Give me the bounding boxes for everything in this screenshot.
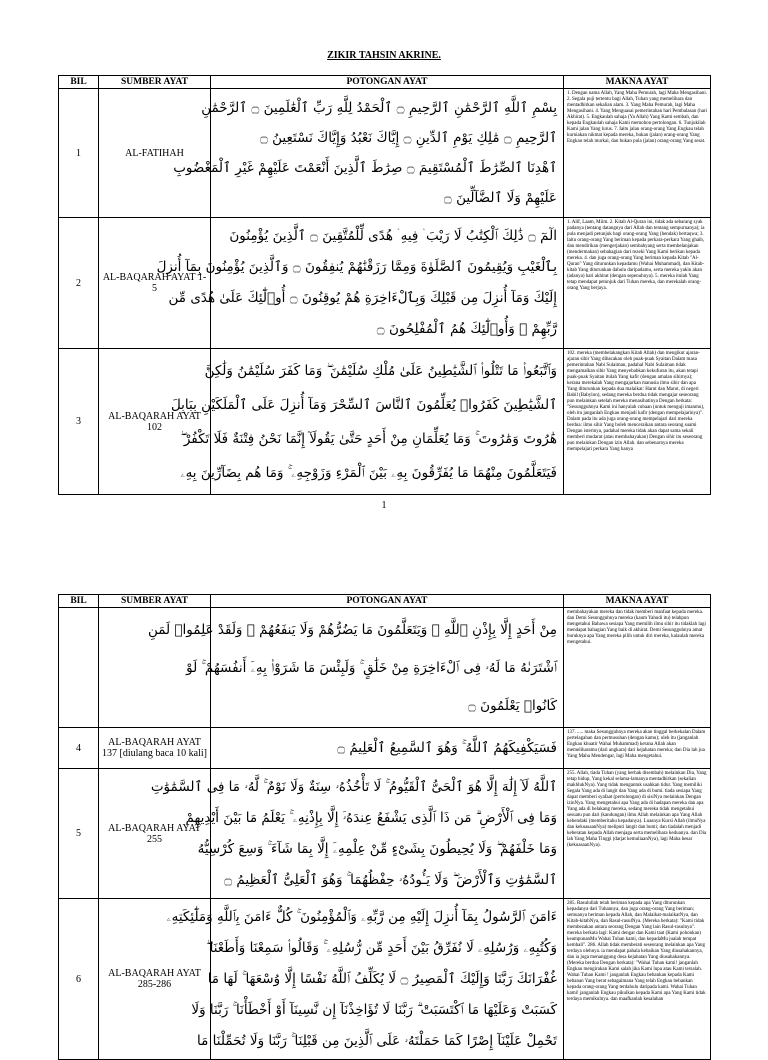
ayat-line: الٓمٓ ۝ ذَٰلِكَ ٱلْكِتَٰبُ لَا رَيْبَ ۛ فِيهِ ۛ هُدًى لِّلْمُتَّقِينَ ۝ ٱلَّذِينَ يُؤْمِنُونَ [229,228,557,244]
ayat-line: ٱهْدِنَا ٱلصِّرَٰطَ ٱلْمُسْتَقِيمَ ۝ صِرَٰطَ ٱلَّذِينَ أَنْعَمْتَ عَلَيْهِمْ غَيْرِ ٱلْمَغْضُوبِ [173,160,557,176]
document-title: ZIKIR TAHSIN AKRINE. [327,50,441,61]
table-row [59,218,711,349]
row-sumber-ayat: AL-BAQARAH AYAT 255 [99,769,211,899]
row-potongan-ayat [147,608,564,728]
ayat-line: غُفْرَانَكَ رَبَّنَا وَإِلَيْكَ ٱلْمَصِيرُ ۝ لَا يُكَلِّفُ ٱللَّهُ نَفْسًا إِلَّا وُسْعَهَا ۚ لَهَا مَا [207,970,557,987]
row-makna-ayat [564,218,711,349]
row-sumber-ayat: AL-BAQARAH AYAT 137 [diulang baca 10 kali] [99,728,211,769]
header-makna-ayat: MAKNA AYAT [564,76,711,89]
row-potongan-ayat [156,218,564,349]
makna-text: 1. Alif, Laam, Miim. 2. Kitab Al-Quran ini, tidak ada sebarang syak padanya (tentang datangnya dari Allah dan tentang sempurnanya); ia pula menjadi petunjuk bagi orang-orang Yang (hendak) bertaqwa; 3. Iaitu orang-orang Yang beriman kepada perkara-perkara Yang ghaib, dan mendirikan (mengerjakan) sembahyang serta membelanjakan (mendermakan) sebahagian dari rezeki Yang Kami berikan kepada mereka. 4. dan juga orang-orang Yang beriman kepada Kitab "Al-Quran" Yang diturunkan kepadamu (Wahai Muhammad), dan Kitab-kitab Yang diturunkan dahulu daripadamu, serta mereka yakin akan (adanya) hari akhirat (dengan sepenuhnya). 5. mereka itulah Yang tetap mendapat petunjuk dari Tuhan mereka, dan merekalah orang-orang Yang berjaya. [567,220,705,291]
row-sumber-ayat: AL-FATIHAH [99,89,211,218]
table-header-row [59,595,711,608]
row-bil: 1 [59,89,99,218]
zikir-table-page-1 [58,75,711,495]
row-potongan-ayat [211,728,564,769]
ayat-line: وَٱتَّبَعُوا۟ مَا تَتْلُوا۟ ٱلشَّيَٰطِينُ عَلَىٰ مُلْكِ سُلَيْمَٰنَ ۖ وَمَا كَفَرَ سُلَيْمَٰنُ وَلَٰكِنَّ [204,362,557,379]
table-row [59,728,711,769]
makna-text: 137. ..... maka Sesungguhnya mereka akan tinggal berkekalan Dalam pertelagahan dan permusuhan (dengan kamu); oleh itu (janganlah Engkau khuatir Wahai Muhammad) kerana Allah akan memeliharamu (dari angkara) dari kejahatan mereka; dan Dia lah jua Yang Maha Mendengar, lagi Maha mengetahui. [567,730,706,759]
makna-text: membahayakan mereka dan tidak memberi manfaat kepada mereka. dan Demi Sesungguhnya mereka (kaum Yahudi itu) telahpun mengetahui Bahawa sesiapa Yang memilih ilmu sihir itu tidaklah lagi mendapat bahagian Yang baik di akhirat. Demi Sesungguhnya amat buruknya apa Yang mereka pilih untuk diri mereka, kalaulah mereka mengetahui. [567,610,706,645]
table-row [59,89,711,218]
ayat-line: رَّبِّهِمْ ۖ وَأُو۟لَٰٓئِكَ هُمُ ٱلْمُفْلِحُونَ ۝ [376,321,557,337]
ayat-line: ٱلسَّمَٰوَٰتِ وَٱلْأَرْضَ ۖ وَلَا يَـُٔودُهُۥ حِفْظُهُمَا ۚ وَهُوَ ٱلْعَلِىُّ ٱلْعَظِيمُ ۝ [224,871,557,888]
table-row [59,769,711,899]
ayat-line: وَكُتُبِهِۦ وَرُسُلِهِۦ لَا نُفَرِّقُ بَيْنَ أَحَدٍ مِّن رُّسُلِهِۦ ۚ وَقَالُوا۟ سَمِعْنَا وَأَطَعْنَا ۖ [206,939,557,956]
row-sumber-ayat: AL-BAQARAH AYAT 1-5 [99,218,211,349]
header-potongan-ayat: POTONGAN AYAT [211,595,564,608]
ayat-line: ٱلشَّيَٰطِينَ كَفَرُوا۟ يُعَلِّمُونَ ٱلنَّاسَ ٱلسِّحْرَ وَمَآ أُنزِلَ عَلَى ٱلْمَلَكَيْنِ بِبَابِلَ [170,396,557,413]
ayat-line: عَلَيْهِمْ وَلَا ٱلضَّآلِّينَ ۝ [443,190,557,206]
ayat-line: تَحْمِلْ عَلَيْنَآ إِصْرًا كَمَا حَمَلْتَهُۥ عَلَى ٱلَّذِينَ مِن قَبْلِنَا ۚ رَبَّنَا وَلَا تُحَمِّلْنَا مَا [197,1032,557,1049]
row-potongan-ayat [170,349,564,495]
zikir-table-page-2 [58,594,711,1060]
header-bil: BIL [59,595,99,608]
row-bil: 5 [59,769,99,899]
ayat-line: بِٱلْغَيْبِ وَيُقِيمُونَ ٱلصَّلَوٰةَ وَمِمَّا رَزَقْنَٰهُمْ يُنفِقُونَ ۝ وَٱلَّذِينَ يُؤْمِنُونَ بِمَآ أُنزِلَ [156,259,557,275]
row-potongan-ayat [166,899,564,1060]
row-makna-ayat [564,89,711,218]
row-bil: 2 [59,218,99,349]
table-header-row [59,76,711,89]
makna-text: 255. Allah, tiada Tuhan (yang berhak disembah) melainkan Dia, Yang tetap hidup, Yang kekal selama-lamanya mentadbirkan (sekalian makhlukNya). Yang tidak mengantuk usahkan tidur. Yang memiliki Segala Yang ada di langit dan Yang ada di bumi. tiada sesiapa Yang dapat memberi syafaat (pertolongan) di sisiNya melainkan Dengan izinNya. Yang mengetahui apa Yang ada di hadapan mereka dan apa Yang ada di belakang mereka, sedang mereka tidak mengetahui sesuatu pun dari (kandungan) ilmu Allah melainkan apa Yang Allah kehendaki (memberitahu kepadanya). Luasnya Kursi Allah (ilmuNya dan kekuasaanNya) meliputi langit dan bumi; dan tiadalah menjadi keberatan kepada Allah menjaga serta memelihara keduanya. dan Dia lah Yang Maha Tinggi (darjat kemuliaanNya), lagi Maha besar (kekuasaanNya). [567,771,707,848]
ayat-line: بِسْمِ ٱللَّهِ ٱلرَّحْمَٰنِ ٱلرَّحِيمِ ۝ ٱلْحَمْدُ لِلَّهِ رَبِّ ٱلْعَٰلَمِينَ ۝ ٱلرَّحْمَٰنِ [201,100,557,116]
ayat-line: ٱشْتَرَىٰهُ مَا لَهُۥ فِى ٱلْءَاخِرَةِ مِنْ خَلَٰقٍ ۚ وَلَبِئْسَ مَا شَرَوْا۟ بِهِۦٓ أَنفُسَهُمْ ۚ لَوْ [186,659,557,676]
header-bil: BIL [59,76,99,89]
row-makna-ayat [564,769,711,899]
ayat-line: مِنْ أَحَدٍ إِلَّا بِإِذْنِ ٱللَّهِ ۚ وَيَتَعَلَّمُونَ مَا يَضُرُّهُمْ وَلَا يَنفَعُهُمْ ۚ وَلَقَدْ عَلِمُوا۟ لَمَنِ [147,621,557,638]
makna-text: 285. Rasulullah telah beriman kepada apa Yang diturunkan kepadanya dari Tuhannya, dan juga orang-orang Yang beriman; semuanya beriman kepada Allah, dan Malaikat-malaikatNya, dan Kitab-kitabNya, dan Rasul-rasulNya. (Mereka berkata): "Kami tidak membezakan antara seorang Dengan Yang lain Rasul-rasulnya". mereka berkata lagi: Kami dengar dan Kami taat (Kami pohonkan) keampunanMu Wahai Tuhan kami, dan kepadaMu jualah tempat kembali". 286. Allah tidak memberati seseorang melainkan apa Yang terdaya olehnya. ia mendapat pahala kebaikan Yang diusahakannya, dan ia juga menanggung dosa kejahatan Yang diusahakannya. (Mereka berdoa Dengan berkata): "Wahai Tuhan kami! janganlah Engkau mengirakan Kami salah jika Kami lupa atau Kami tersalah. Wahai Tuhan Kami ! janganlah Engkau bebankan kepada Kami bebanan Yang berat sebagaimana Yang telah Engkau bebankan kepada orang-orang Yang terdahulu daripada kami. Wahai Tuhan kami! janganlah Engkau pikulkan kepada Kami apa Yang Kami tidak terdaya memikulnya. dan maafkanlah kesalahan [567,901,706,1002]
row-bil: 3 [59,349,99,495]
row-sumber-ayat: AL-BAQARAH AYAT 102 [99,349,211,495]
makna-text: 102. mereka (membelakangkan Kitab Allah) dan mengikut ajaran-ajaran sihir Yang dibacakan oleh puak-puak Syaitan Dalam masa pemerintahan Nabi Sulaiman, padahal Nabi Sulaiman tidak mengamalkan sihir Yang menyebabkan kekufuran itu, akan tetapi puak-puak Syaitan itulah Yang kafir (dengan amalan sihirnya); kerana merekalah Yang mengajarkan manusia ilmu sihir dan apa Yang diturunkan kepada dua malaikat: Harut dan Marut, di negeri Babil (Babylon), sedang mereka berdua tidak mengajar seseorang pun melainkan setelah mereka menasihatinya Dengan berkata: "Sesungguhnya Kami ini hanyalah cubaan (untuk menguji imanmu), oleh itu janganlah Engkau menjadi kafir (dengan mempelajarinya)". Dalam pada itu ada juga orang-orang mempelajari dari mereka berdua: ilmu sihir Yang boleh menceraikan antara seorang suami Dengan isterinya, padahal mereka tidak akan dapat sama sekali memberi mudarat (atau membahayakan) Dengan sihir itu seseorang pun melainkan Dengan izin Allah. dan sebenarnya mereka mempelajari perkara Yang hanya [567,351,705,452]
table-row [59,899,711,1060]
row-bil: 4 [59,728,99,769]
row-bil [59,608,99,728]
page-number: 1 [381,500,387,511]
ayat-line: هَٰرُوتَ وَمَٰرُوتَ ۚ وَمَا يُعَلِّمَانِ مِنْ أَحَدٍ حَتَّىٰ يَقُولَآ إِنَّمَا نَحْنُ فِتْنَةٌ فَلَا تَكْفُرْ ۖ [180,430,557,447]
ayat-line: كَسَبَتْ وَعَلَيْهَا مَا ٱكْتَسَبَتْ ۗ رَبَّنَا لَا تُؤَاخِذْنَآ إِن نَّسِينَآ أَوْ أَخْطَأْنَا ۚ رَبَّنَا وَلَا [191,1001,557,1018]
ayat-line: فَيَتَعَلَّمُونَ مِنْهُمَا مَا يُفَرِّقُونَ بِهِۦ بَيْنَ ٱلْمَرْءِ وَزَوْجِهِۦ ۚ وَمَا هُم بِضَآرِّينَ بِهِۦ [180,464,557,481]
row-sumber-ayat: AL-BAQARAH AYAT 285-286 [99,899,211,1060]
header-sumber-ayat: SUMBER AYAT [99,76,211,89]
row-makna-ayat [564,608,711,728]
ayat-line: كَانُوا۟ يَعْلَمُونَ ۝ [467,697,557,714]
table-row [59,349,711,495]
ayat-line: فَسَيَكْفِيكَهُمُ ٱللَّهُ ۚ وَهُوَ ٱلسَّمِيعُ ٱلْعَلِيمُ ۝ [337,740,557,756]
row-makna-ayat [564,899,711,1060]
table-row [59,608,711,728]
row-bil: 6 [59,899,99,1060]
ayat-line: ٱللَّهُ لَآ إِلَٰهَ إِلَّا هُوَ ٱلْحَىُّ ٱلْقَيُّومُ ۚ لَا تَأْخُذُهُۥ سِنَةٌ وَلَا نَوْمٌ ۚ لَّهُۥ مَا فِى ٱلسَّمَٰوَٰتِ [150,778,557,795]
ayat-line: ءَامَنَ ٱلرَّسُولُ بِمَآ أُنزِلَ إِلَيْهِ مِن رَّبِّهِۦ وَٱلْمُؤْمِنُونَ ۚ كُلٌّ ءَامَنَ بِٱللَّهِ وَمَلَٰٓئِكَتِهِۦ [166,908,557,925]
ayat-line: وَمَا خَلْفَهُمْ ۖ وَلَا يُحِيطُونَ بِشَىْءٍ مِّنْ عِلْمِهِۦٓ إِلَّا بِمَا شَآءَ ۚ وَسِعَ كُرْسِيُّهُ [197,840,557,857]
header-makna-ayat: MAKNA AYAT [564,595,711,608]
header-potongan-ayat: POTONGAN AYAT [211,76,564,89]
row-makna-ayat [564,349,711,495]
header-sumber-ayat: SUMBER AYAT [99,595,211,608]
row-makna-ayat [564,728,711,769]
makna-text: 1. Dengan nama Allah, Yang Maha Pemurah, lagi Maha Mengasihani. 2. Segala puji tertentu bagi Allah, Tuhan yang memelihara dan mentadbirkan sekalian alam. 3. Yang Maha Pemurah, lagi Maha Mengasihani. 4. Yang Menguasai pemerintahan hari Pembalasan (hari Akhirat). 5. Engkaulah sahaja (Ya Allah) Yang Kami sembah, dan kepada Engkaulah sahaja Kami memohon pertolongan. 6. Tunjukilah Kami jalan Yang lurus. 7. Iaitu jalan orang-orang Yang Engkau telah kurniakan nikmat kepada mereka, bukan (jalan) orang-orang Yang Engkau telah murkai, dan bukan pula (jalan) orang-orang Yang sesat. [567,91,707,144]
ayat-line: ٱلرَّحِيمِ ۝ مَٰلِكِ يَوْمِ ٱلدِّينِ ۝ إِيَّاكَ نَعْبُدُ وَإِيَّاكَ نَسْتَعِينُ ۝ [259,130,557,146]
row-potongan-ayat [173,89,564,218]
ayat-line: إِلَيْكَ وَمَآ أُنزِلَ مِن قَبْلِكَ وَبِٱلْءَاخِرَةِ هُمْ يُوقِنُونَ ۝ أُو۟لَٰٓئِكَ عَلَىٰ هُدًى مِّن [168,290,557,306]
ayat-line: وَمَا فِى ٱلْأَرْضِ ۗ مَن ذَا ٱلَّذِى يَشْفَعُ عِندَهُۥٓ إِلَّا بِإِذْنِهِۦ ۚ يَعْلَمُ مَا بَيْنَ أَيْدِيهِمْ [185,809,557,826]
